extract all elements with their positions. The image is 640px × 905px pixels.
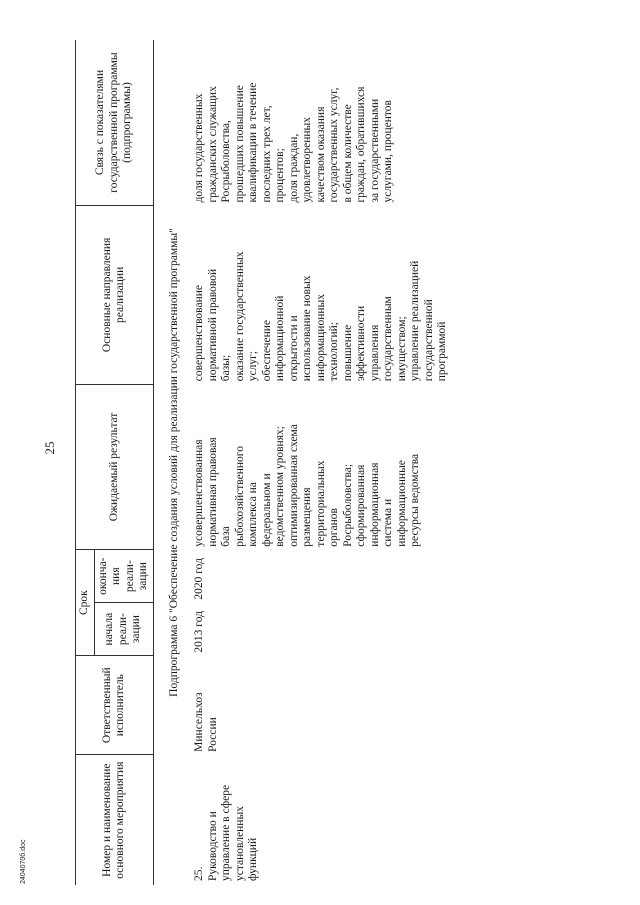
result-line: информационная <box>368 462 381 547</box>
direction-line: нормативной правовой <box>206 268 219 382</box>
indicator-line: Росрыболовства, <box>220 120 232 203</box>
direction-line: услуг; <box>247 350 259 382</box>
direction-line: базы; <box>220 354 232 382</box>
measure-name-line: Руководство и <box>206 811 219 881</box>
header-measure-name: Номер и наименование основного мероприятия <box>76 755 154 885</box>
measure-name-line: установленных <box>233 806 246 881</box>
measure-name-cell <box>191 755 452 885</box>
direction-line: программой <box>436 321 448 382</box>
result-line: информационные <box>395 460 408 547</box>
result-line: комплекса на <box>247 482 259 547</box>
result-line: территориальных <box>314 460 327 547</box>
result-line: ресурсы ведомства <box>409 453 421 547</box>
direction-line: оказание государственных <box>233 251 246 382</box>
direction-line: технологий; <box>328 322 340 382</box>
indicator-line: граждан, обратившихся <box>355 86 367 203</box>
result-line: система и <box>382 498 394 547</box>
result-line: федеральном и <box>260 473 273 547</box>
executor-line: России <box>206 717 219 752</box>
result-line: оптимизированная схема <box>287 424 300 547</box>
indicator-line: в общем количестве <box>341 104 354 203</box>
measures-table <box>75 40 452 885</box>
indicator-line: доля граждан, <box>287 133 300 203</box>
indicator-line: удовлетворенных <box>301 117 313 203</box>
result-line: сформированная <box>355 464 367 547</box>
result-line: нормативная правовая <box>206 437 219 547</box>
direction-line: повышение <box>341 324 354 382</box>
result-line: ведомственном уровнях; <box>274 426 286 547</box>
indicator-line: гражданских служащих <box>206 86 219 203</box>
result-line: размещения <box>301 487 313 547</box>
direction-line: государственной <box>422 299 435 382</box>
measure-name-line: управление в сфере <box>220 784 232 881</box>
direction-line: обеспечение <box>260 320 273 382</box>
result-line: органов <box>328 508 340 547</box>
indicators-cell <box>191 40 452 206</box>
direction-line: государственным <box>382 296 394 382</box>
direction-line: имуществом; <box>395 316 408 382</box>
directions-cell <box>191 206 452 385</box>
end-cell: 2020 год <box>193 558 205 600</box>
result-line: база <box>220 526 232 547</box>
result-line: усовершенствованная <box>193 439 205 547</box>
table-row <box>191 40 452 885</box>
indicator-line: государственных услуг, <box>328 87 340 203</box>
result-line: Росрыболовства; <box>341 463 354 547</box>
header-term: Срок <box>76 550 95 656</box>
direction-line: информационных <box>314 294 327 382</box>
executor-line: Минсельхоз <box>193 692 205 752</box>
header-end: оконча- ния реали- зации <box>94 550 153 603</box>
expected-result-cell <box>191 384 452 549</box>
subprogram-title: Подпрограмма 6 "Обеспечение создания условий для реализации государственной программы" <box>167 228 180 697</box>
direction-line: открытости и <box>287 315 300 382</box>
indicator-line: прошедших повышение <box>233 85 246 203</box>
start-cell: 2013 год <box>193 611 205 653</box>
page-number: 25 <box>42 441 57 455</box>
header-start: начала реали- зации <box>94 603 153 656</box>
header-indicators: Связь с показателями государственной программы (подпрограммы) <box>76 40 154 206</box>
measure-number: 25. <box>193 866 205 881</box>
direction-line: управления <box>368 324 381 382</box>
header-directions: Основные направления реализации <box>76 206 154 385</box>
header-executor: Ответственный исполнитель <box>76 656 154 755</box>
indicator-line: качеством оказания <box>314 106 327 203</box>
direction-line: управление реализацией <box>409 260 421 382</box>
direction-line: информационной <box>274 295 286 382</box>
executor-cell <box>191 656 452 755</box>
header-expected-result: Ожидаемый результат <box>76 384 154 549</box>
indicator-line: доля государственных <box>193 93 205 203</box>
indicator-line: квалификации в течение <box>247 82 259 203</box>
direction-line: совершенствование <box>193 285 205 382</box>
indicator-line: последних трех лет, <box>260 105 273 203</box>
rotated-table-sheet <box>75 40 620 885</box>
file-label: 2404070б.doc <box>20 839 27 884</box>
direction-line: использование новых <box>301 275 313 382</box>
indicator-line: за государственными <box>368 98 381 203</box>
measure-name-line: функций <box>247 837 259 881</box>
direction-line: эффективности <box>355 305 367 382</box>
indicator-line: услугами, процентов <box>382 100 394 203</box>
result-line: рыбохозяйственного <box>233 446 246 547</box>
indicator-line: процентов; <box>274 148 286 203</box>
